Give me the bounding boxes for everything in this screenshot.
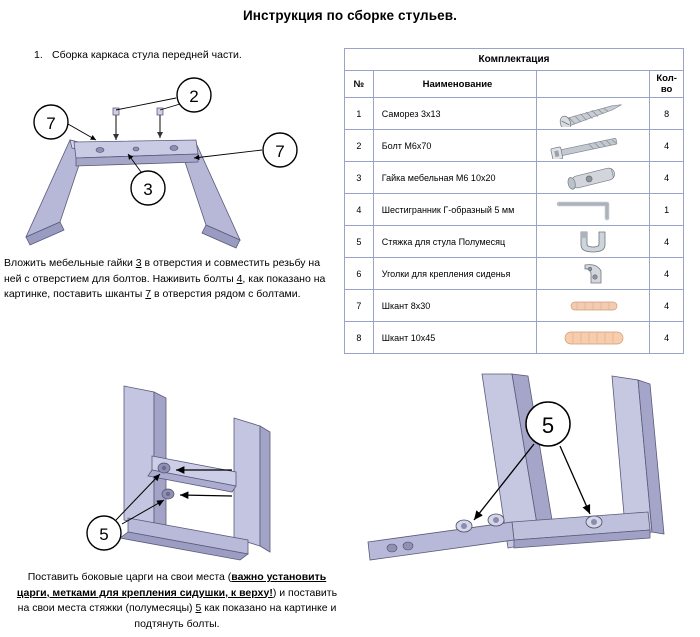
cap-top-part4: в отверстия рядом с болтами. [151,288,301,300]
hex-key-icon [545,197,641,223]
cap-top-part1: Вложить мебельные гайки [4,257,136,269]
row-name: Шкант 8х30 [373,290,537,322]
corner-bracket-icon [545,261,641,287]
cap-bottom-emphasis: важно установить царги, метками для крепления сидушки, к верху! [16,571,327,599]
callout-7-left [34,105,68,139]
row-number: 8 [345,322,374,354]
row-number: 1 [345,98,374,130]
bolt-icon [545,133,641,159]
rail-hole-1 [387,544,397,552]
callout-2 [177,78,211,112]
table-row [345,98,684,130]
row-quantity: 4 [650,226,684,258]
table-header-row [345,71,684,98]
row-image [537,130,650,162]
row-quantity: 4 [650,322,684,354]
page-title: Инструкция по сборке стульев. [243,8,457,23]
cap-bottom-ref-5: 5 [195,602,202,614]
row-number: 5 [345,226,374,258]
bolt-head-left [456,520,472,532]
row-name: Гайка мебельная М6 10х20 [373,162,537,194]
svg-text:5: 5 [99,525,109,544]
parts-table-caption: Комплектация [345,49,684,71]
step-1-number: 1. [34,49,43,61]
bolt-head-right [586,516,602,528]
figure-front-frame-assembly [8,62,338,252]
dowel-large-icon [545,325,641,351]
svg-text:7: 7 [275,142,285,161]
cap-top-ref-7: 7 [145,288,152,300]
bolt-head-center [488,514,504,526]
svg-text:5: 5 [541,413,555,438]
row-name: Стяжка для стула Полумесяц [373,226,537,258]
figure-side-rail-assembly-left [4,378,344,568]
crescent-fastener-upper [158,463,170,473]
row-quantity: 8 [650,98,684,130]
parts-table [344,48,684,354]
table-caption-row [345,49,684,71]
row-name: Саморез 3х13 [373,98,537,130]
row-image [537,258,650,290]
row-name: Болт М6х70 [373,130,537,162]
table-row [345,130,684,162]
row-image [537,226,650,258]
row-number: 7 [345,290,374,322]
dowel-small-icon [545,293,641,319]
row-name: Шкант 10х45 [373,322,537,354]
cap-bottom-part2: ) и поставить на свои места стяжки (полумесяцы) [17,586,338,614]
figure-top-caption [4,256,334,303]
row-quantity: 4 [650,162,684,194]
cap-bottom-part3: как показано на картинке и подтянуть болты. [134,602,337,630]
row-quantity: 4 [650,130,684,162]
cap-top-ref-4: 4 [236,272,243,285]
table-row [345,226,684,258]
front-upright-side [260,426,270,552]
header-name: Наименование [373,71,537,98]
crescent-bracket-icon [545,229,641,255]
row-number: 4 [345,194,374,226]
svg-text:2: 2 [189,87,199,106]
bolt-insert-left [113,108,119,140]
row-image [537,290,650,322]
svg-text:3: 3 [143,180,153,199]
row-number: 6 [345,258,374,290]
callout-5-left [87,516,121,550]
row-name: Шестигранник Г-образный 5 мм [373,194,537,226]
table-row [345,194,684,226]
table-row [345,258,684,290]
row-quantity: 4 [650,290,684,322]
row-image [537,162,650,194]
svg-text:7: 7 [46,114,56,133]
row-image [537,322,650,354]
row-quantity: 1 [650,194,684,226]
header-number: № [345,71,374,98]
table-row [345,290,684,322]
step-1-text: Сборка каркаса стула передней части. [52,49,242,61]
cap-top-part2: в отверстия и совместить резьбу на ней с отверстием для болтов. Наживить болты [4,257,321,285]
row-image [537,98,650,130]
header-quantity: Кол-во [650,71,684,98]
header-image [537,71,650,98]
left-rail-part [368,522,514,560]
front-upright-part [234,418,260,546]
crescent-fastener-lower [162,489,174,499]
rail-hole-2 [403,542,413,550]
bolt-insert-right [157,108,163,138]
figure-side-rail-assembly-right [362,372,700,572]
screw-icon [545,101,641,127]
table-row [345,162,684,194]
cap-bottom-part1: Поставить боковые царги на свои места ( [27,571,232,583]
row-number: 3 [345,162,374,194]
row-quantity: 4 [650,258,684,290]
callout-3 [131,171,165,205]
front-rail-part [74,140,198,166]
callout-7-right [263,133,297,167]
row-image [537,194,650,226]
barrel-nut-icon [545,165,641,191]
table-row [345,322,684,354]
figure-bottom-caption [12,570,342,632]
row-number: 2 [345,130,374,162]
cap-top-ref-3: 3 [135,257,142,269]
row-name: Уголки для крепления сиденья [373,258,537,290]
cap-top-part3: , как показано на картинке, поставить шканты [4,272,326,300]
callout-5-right [526,402,570,446]
